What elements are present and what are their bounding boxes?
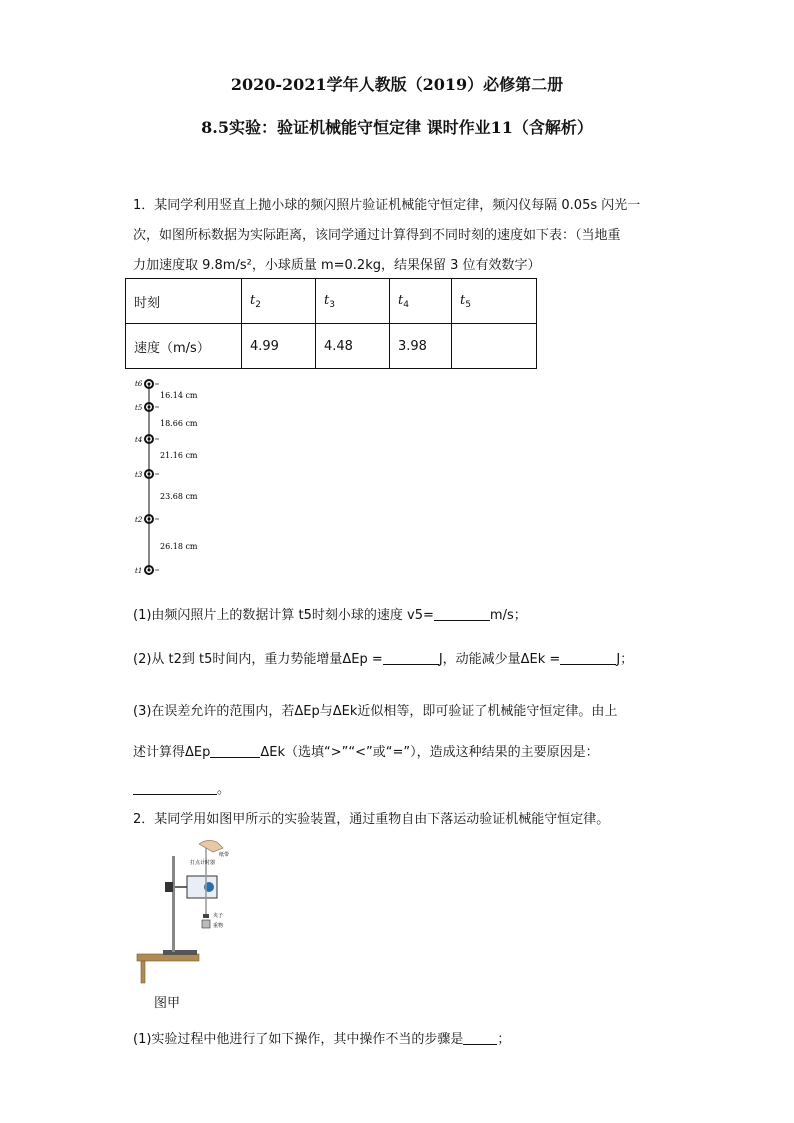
q1-part2: (2)从 t2到 t5时间内，重力势能增量ΔEp = J，动能减少量ΔEk = J； [133,652,634,667]
q2-intro: 2．某同学用如图甲所示的实验装置，通过重物自由下落运动验证机械能守恒定律。 [133,812,610,827]
q1-intro-line2: 次，如图所标数据为实际距离，该同学通过计算得到不同时刻的速度如下表：（当地重 [133,228,621,243]
distance-label: 16.14 cm [160,391,198,400]
velocity-table [125,278,537,369]
figure-label: 打点计时器 [190,860,216,866]
figure-label: 纸带 [219,852,230,858]
table-cell: 4.99 [242,324,316,369]
time-label: t1 [135,567,143,575]
figure-label: 夹子 [213,913,224,919]
table-cell: $t_3$ [316,279,390,324]
bench-leg [141,961,145,983]
figure-caption: 图甲 [154,996,181,1011]
distance-label: 26.18 cm [160,542,198,551]
table-row [126,279,537,324]
tick-marks [155,384,159,570]
table-cell: 3.98 [390,324,452,369]
answer-blank[interactable] [133,780,217,795]
clip [203,914,209,918]
q1-intro-line1: 1．某同学利用竖直上抛小球的频闪照片验证机械能守恒定律，频闪仪每隔 0.05s 闪光一 [133,198,641,213]
time-label: t2 [135,516,143,524]
table-row [126,324,537,369]
table-cell: $t_5$ [452,279,537,324]
hand-icon [199,840,223,852]
q1-intro-line3: 力加速度取 9.8m/s²，小球质量 m=0.2kg，结果保留 3 位有效数字） [133,258,541,273]
table-cell: 4.48 [316,324,390,369]
distance-label: 23.68 cm [160,492,198,501]
time-label: t5 [135,404,143,412]
bench-top [137,954,199,961]
doc-title-line1: 2020-2021学年人教版（2019）必修第二册 [230,75,564,94]
q1-part3-line2: 述计算得ΔEp ΔEk（选填“>”“<”或“=”），造成这种结果的主要原因是： [133,745,599,760]
answer-blank[interactable] [383,650,439,665]
answer-blank[interactable] [463,1030,497,1045]
weight [202,920,210,928]
distance-label: 21.16 cm [160,451,198,460]
q1-part3-line1: (3)在误差允许的范围内，若ΔEp与ΔEk近似相等，即可验证了机械能守恒定律。由上 [133,704,618,719]
answer-blank[interactable] [560,650,616,665]
apparatus-figure [135,836,245,986]
time-label: t4 [135,436,143,444]
table-cell: 速度（m/s） [126,324,242,369]
clamp-knob [165,882,173,892]
figure-label: 重物 [213,923,224,929]
table-cell: $t_2$ [242,279,316,324]
answer-blank[interactable] [434,606,490,621]
time-label: t3 [135,471,143,479]
answer-blank[interactable] [210,743,260,758]
q1-part3-line3: 。 [133,778,230,797]
table-cell: 时刻 [126,279,242,324]
q1-part1: (1)由频闪照片上的数据计算 t5时刻小球的速度 v5= m/s； [133,608,527,623]
table-cell: $t_4$ [390,279,452,324]
time-label: t6 [135,380,143,388]
distance-label: 18.66 cm [160,419,198,428]
stand-rod [172,856,175,952]
strobe-photo-figure [135,376,255,576]
table-cell [452,324,537,369]
stand-base [163,950,197,955]
doc-title-line2: 8.5实验：验证机械能守恒定律 课时作业11（含解析） [201,118,593,137]
q2-part1: (1)实验过程中他进行了如下操作，其中操作不当的步骤是 ； [133,1032,511,1047]
